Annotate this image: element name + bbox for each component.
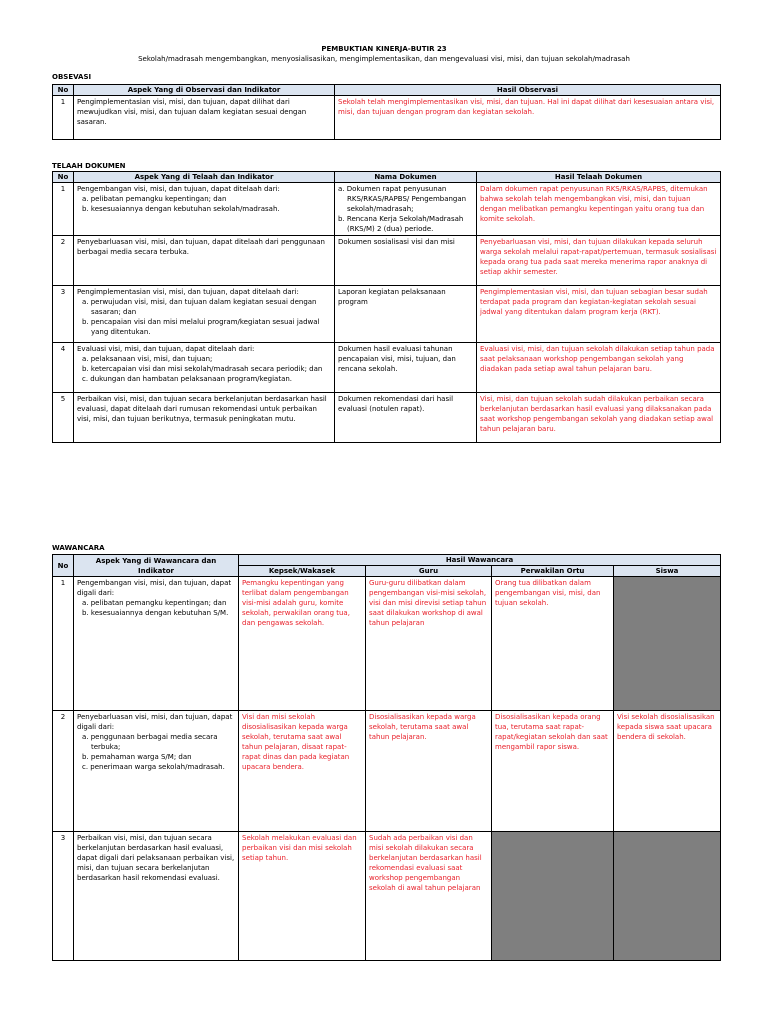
row-aspek bbox=[74, 577, 239, 711]
wawancara-table bbox=[52, 554, 721, 961]
row-aspek bbox=[74, 286, 335, 343]
col-ortu-header: Perwakilan Ortu bbox=[492, 566, 614, 577]
indicator-item: b. pemahaman warga S/M; dan bbox=[82, 753, 192, 761]
row-number: 1 bbox=[53, 96, 74, 140]
table-row bbox=[53, 183, 721, 236]
col-aspek-header: Aspek Yang di Telaah dan Indikator bbox=[74, 172, 335, 183]
row-siswa: Visi sekolah disosialisasikan kepada siswa saat upacara bendera di sekolah. bbox=[614, 711, 721, 832]
row-ortu: Orang tua dilibatkan dalam pengembangan visi, misi, dan tujuan sekolah. bbox=[492, 577, 614, 711]
aspek-text: Penyebarluasan visi, misi, dan tujuan, dapat digali dari: bbox=[77, 713, 233, 731]
row-aspek: Perbaikan visi, misi, dan tujuan secara berkelanjutan berdasarkan hasil evaluasi, dapat ditelaah dari rumusan rekomendasi untuk perbaikan visi, misi, dan tujuan berikutnya, termasuk peningkatan mutu. bbox=[74, 393, 335, 443]
col-siswa-header: Siswa bbox=[614, 566, 721, 577]
col-hasil-header: Hasil Observasi bbox=[335, 85, 721, 96]
row-aspek bbox=[74, 183, 335, 236]
row-hasil: Visi, misi, dan tujuan sekolah sudah dilakukan perbaikan secara berkelanjutan berdasarkan hasil evaluasi yang dilaksanakan pada saat workshop pengembangan sekolah yang diadakan setiap awal tahun pelajaran baru. bbox=[477, 393, 721, 443]
row-hasil: Evaluasi visi, misi, dan tujuan sekolah dilakukan setiap tahun pada saat pelaksanaan workshop pengembangan sekolah yang diadakan pada setiap awal tahun pelajaran baru. bbox=[477, 343, 721, 393]
observasi-section-label: OBSEVASI bbox=[52, 73, 92, 81]
table-header-row bbox=[53, 85, 721, 96]
document-title: PEMBUKTIAN KINERJA-BUTIR 23 bbox=[321, 45, 447, 53]
col-aspek-header: Aspek Yang di Wawancara dan Indikator bbox=[74, 555, 239, 577]
col-guru-header: Guru bbox=[366, 566, 492, 577]
row-number: 3 bbox=[53, 286, 74, 343]
row-hasil: Dalam dokumen rapat penyusunan RKS/RKAS/RAPBS, ditemukan bahwa sekolah telah mengembangkan visi, misi, dan tujuan dengan melibatkan pemangku kepentingan yaitu orang tua dan komite sekolah. bbox=[477, 183, 721, 236]
dokumen-item: a. Dokumen rapat penyusunan RKS/RKAS/RAPBS/ Pengembangan sekolah/madrasah; bbox=[338, 185, 467, 213]
row-hasil: Sekolah telah mengimplementasikan visi, misi, dan tujuan. Hal ini dapat dilihat dari kesesuaian antara visi, misi, dan tujuan dengan program dan kegiatan sekolah. bbox=[335, 96, 721, 140]
row-dokumen: Dokumen rekomendasi dari hasil evaluasi (notulen rapat). bbox=[335, 393, 477, 443]
col-dokumen-header: Nama Dokumen bbox=[335, 172, 477, 183]
observasi-table bbox=[52, 84, 721, 140]
table-row bbox=[53, 711, 721, 832]
row-dokumen: Dokumen sosialisasi visi dan misi bbox=[335, 236, 477, 286]
row-number: 2 bbox=[53, 711, 74, 832]
aspek-text: Evaluasi visi, misi, dan tujuan, dapat ditelaah dari: bbox=[77, 345, 255, 353]
col-aspek-header: Aspek Yang di Observasi dan Indikator bbox=[74, 85, 335, 96]
row-kepsek: Pemangku kepentingan yang terlibat dalam pengembangan visi-misi adalah guru, komite sekolah, perwakilan orang tua, dan pengawas sekolah. bbox=[239, 577, 366, 711]
document-subtitle: Sekolah/madrasah mengembangkan, menyosialisasikan, mengimplementasikan, dan mengevaluasi visi, misi, dan tujuan sekolah/madrasah bbox=[138, 55, 630, 63]
col-kepsek-header: Kepsek/Wakasek bbox=[239, 566, 366, 577]
row-aspek bbox=[74, 343, 335, 393]
indicator-item: b. kesesuaiannya dengan kebutuhan sekolah/madrasah. bbox=[82, 205, 280, 213]
wawancara-section-label: WAWANCARA bbox=[52, 544, 105, 552]
row-number: 1 bbox=[53, 577, 74, 711]
row-kepsek: Visi dan misi sekolah disosialisasikan kepada warga sekolah, terutama saat awal tahun pelajaran, disaat rapat-rapat dinas dan pada kegiatan upacara bendera. bbox=[239, 711, 366, 832]
indicator-item: b. ketercapaian visi dan misi sekolah/madrasah secara periodik; dan bbox=[82, 365, 323, 373]
row-hasil: Pengimplementasian visi, misi, dan tujuan sebagian besar sudah terdapat pada program dan kegiatan-kegiatan sekolah sesuai jadwal yang ditentukan dalam program kerja (RKT). bbox=[477, 286, 721, 343]
table-row bbox=[53, 393, 721, 443]
row-guru: Disosialisasikan kepada warga sekolah, terutama saat awal tahun pelajaran. bbox=[366, 711, 492, 832]
table-header-row bbox=[53, 172, 721, 183]
col-hasil-header: Hasil Telaah Dokumen bbox=[477, 172, 721, 183]
row-number: 5 bbox=[53, 393, 74, 443]
table-row bbox=[53, 286, 721, 343]
aspek-text: Pengembangan visi, misi, dan tujuan, dapat digali dari: bbox=[77, 579, 232, 597]
row-number: 3 bbox=[53, 832, 74, 961]
col-no-header: No bbox=[53, 172, 74, 183]
table-row bbox=[53, 343, 721, 393]
table-row bbox=[53, 832, 721, 961]
col-no-header: No bbox=[53, 85, 74, 96]
indicator-item: a. pelibatan pemangku kepentingan; dan bbox=[82, 599, 227, 607]
col-hasil-header: Hasil Wawancara bbox=[239, 555, 721, 566]
table-row bbox=[53, 96, 721, 140]
row-guru: Sudah ada perbaikan visi dan misi sekolah dilakukan secara berkelanjutan berdasarkan hasil rekomendasi evaluasi saat workshop pengembangan sekolah di awal tahun pelajaran bbox=[366, 832, 492, 961]
dokumen-item: b. Rencana Kerja Sekolah/Madrasah (RKS/M) 2 (dua) periode. bbox=[338, 215, 464, 233]
row-aspek: Perbaikan visi, misi, dan tujuan secara berkelanjutan berdasarkan hasil evaluasi, dapat digali dari pelaksanaan perbaikan visi, misi, dan tujuan secara berkelanjutan berdasarkan hasil rekomendasi evaluasi. bbox=[74, 832, 239, 961]
aspek-text: Pengembangan visi, misi, dan tujuan, dapat ditelaah dari: bbox=[77, 185, 280, 193]
table-row bbox=[53, 236, 721, 286]
row-dokumen: Laporan kegiatan pelaksanaan program bbox=[335, 286, 477, 343]
row-hasil: Penyebarluasan visi, misi, dan tujuan dilakukan kepada seluruh warga sekolah melalui rapat-rapat/pertemuan, termasuk sosialisasi kepada orang tua pada saat mereka menerima rapor anaknya di setiap akhir semester. bbox=[477, 236, 721, 286]
indicator-item: c. dukungan dan hambatan pelaksanaan program/kegiatan. bbox=[82, 375, 293, 383]
indicator-item: b. pencapaian visi dan misi melalui program/kegiatan sesuai jadwal yang ditentukan. bbox=[82, 318, 320, 336]
row-aspek: Pengimplementasian visi, misi, dan tujuan, dapat dilihat dari mewujudkan visi, misi, dan tujuan dalam kegiatan sesuai dengan sasaran. bbox=[74, 96, 335, 140]
indicator-item: a. pelibatan pemangku kepentingan; dan bbox=[82, 195, 227, 203]
row-siswa-empty bbox=[614, 577, 721, 711]
row-guru: Guru-guru dilibatkan dalam pengembangan visi-misi sekolah, visi dan misi direvisi setiap tahun saat dilakukan workshop di awal tahun pelajaran bbox=[366, 577, 492, 711]
indicator-item: a. penggunaan berbagai media secara terbuka; bbox=[82, 733, 218, 751]
row-siswa-empty bbox=[614, 832, 721, 961]
table-header-row bbox=[53, 555, 721, 566]
indicator-item: a. pelaksanaan visi, misi, dan tujuan; bbox=[82, 355, 213, 363]
table-row bbox=[53, 577, 721, 711]
row-ortu-empty bbox=[492, 832, 614, 961]
row-dokumen: Dokumen hasil evaluasi tahunan pencapaian visi, misi, tujuan, dan rencana sekolah. bbox=[335, 343, 477, 393]
indicator-item: a. perwujudan visi, misi, dan tujuan dalam kegiatan sesuai dengan sasaran; dan bbox=[82, 298, 317, 316]
col-no-header: No bbox=[53, 555, 74, 577]
telaah-table bbox=[52, 171, 721, 443]
aspek-text: Pengimplementasian visi, misi, dan tujuan, dapat ditelaah dari: bbox=[77, 288, 299, 296]
row-number: 1 bbox=[53, 183, 74, 236]
row-kepsek: Sekolah melakukan evaluasi dan perbaikan visi dan misi sekolah setiap tahun. bbox=[239, 832, 366, 961]
row-number: 2 bbox=[53, 236, 74, 286]
row-aspek: Penyebarluasan visi, misi, dan tujuan, dapat ditelaah dari penggunaan berbagai media secara terbuka. bbox=[74, 236, 335, 286]
row-dokumen bbox=[335, 183, 477, 236]
telaah-section-label: TELAAH DOKUMEN bbox=[52, 162, 126, 170]
indicator-item: b. kesesuaiannya dengan kebutuhan S/M. bbox=[82, 609, 229, 617]
row-aspek bbox=[74, 711, 239, 832]
row-ortu: Disosialisasikan kepada orang tua, terutama saat rapat-rapat/kegiatan sekolah dan saat mengambil rapor siswa. bbox=[492, 711, 614, 832]
row-number: 4 bbox=[53, 343, 74, 393]
indicator-item: c. penerimaan warga sekolah/madrasah. bbox=[82, 763, 225, 771]
